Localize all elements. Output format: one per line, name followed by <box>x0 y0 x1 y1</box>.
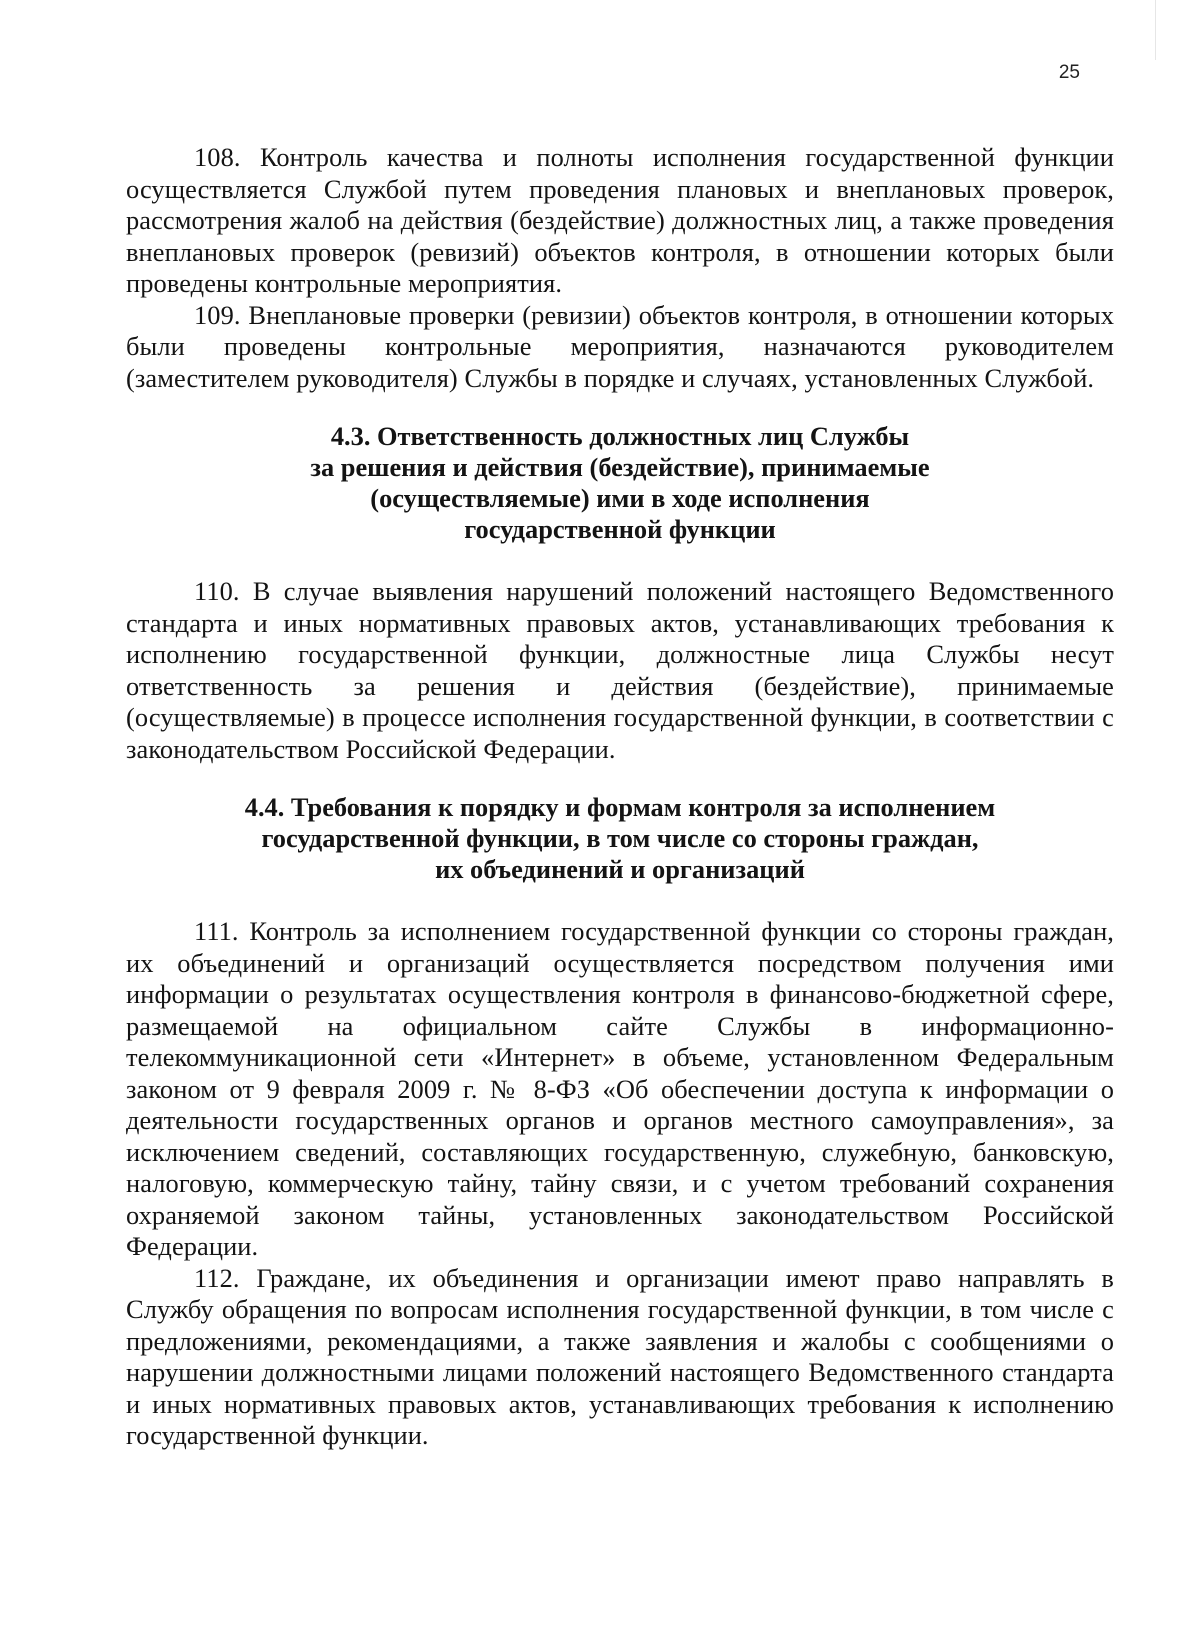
heading-line: (осуществляемые) ими в ходе исполнения <box>370 483 870 513</box>
scan-edge-mark <box>1155 0 1156 60</box>
page-number: 25 <box>1058 62 1080 83</box>
paragraph-112: 112. Граждане, их объединения и организации имеют право направлять в Службу обращения по вопросам исполнения государственной функции, в том числе с предложениями, рекомендациями, а также заявления и жалобы с сообщениями о нарушении должностными лицами положений настоящего Ведомственного стандарта и иных нормативных правовых актов, устанавливающих требования к исполнению государственной функции. <box>126 1262 1114 1450</box>
heading-line: государственной функции <box>464 514 776 544</box>
heading-line: за решения и действия (бездействие), принимаемые <box>310 452 930 482</box>
heading-line: 4.4. Требования к порядку и формам контроля за исполнением <box>244 792 996 822</box>
paragraph-111: 111. Контроль за исполнением государственной функции со стороны граждан, их объединений и организаций осуществляется посредством получения ими информации о результатах осуществления контроля в финансово-бюджетной сфере, размещаемой на официальном сайте Службы в информационно-телекоммуникационной сети «Интернет» в объеме, установленном Федеральным законом от 9 февраля 2009 г. № 8-ФЗ «Об обеспечении доступа к информации о деятельности государственных органов и органов местного самоуправления», за исключением сведений, составляющих государственную, служебную, банковскую, налоговую, коммерческую тайну, тайну связи, и с учетом требований сохранения охраняемой законом тайны, установленных законодательством Российской Федерации. <box>126 916 1114 1261</box>
paragraph-110: 110. В случае выявления нарушений положений настоящего Ведомственного стандарта и иных нормативных правовых актов, устанавливающих требования к исполнению государственной функции, должностные лица Службы несут ответственность за решения и действия (бездействие), принимаемые (осуществляемые) в процессе исполнения государственной функции, в соответствии с законодательством Российской Федерации. <box>126 576 1114 764</box>
heading-line: государственной функции, в том числе со стороны граждан, <box>261 823 979 853</box>
heading-line: их объединений и организаций <box>435 854 805 884</box>
paragraph-108: 108. Контроль качества и полноты исполнения государственной функции осуществляется Службой путем проведения плановых и внеплановых проверок, рассмотрения жалоб на действия (бездействие) должностных лиц, а также проведения внеплановых проверок (ревизий) объектов контроля, в отношении которых были проведены контрольные мероприятия. <box>126 142 1114 298</box>
paragraph-109: 109. Внеплановые проверки (ревизии) объектов контроля, в отношении которых были проведены контрольные мероприятия, назначаются руководителем (заместителем руководителя) Службы в порядке и случаях, установленных Службой. <box>126 299 1114 393</box>
document-body <box>126 142 1114 1452</box>
heading-line: 4.3. Ответственность должностных лиц Службы <box>330 421 910 451</box>
section-heading-4-3 <box>126 421 1114 545</box>
section-heading-4-4 <box>126 792 1114 885</box>
